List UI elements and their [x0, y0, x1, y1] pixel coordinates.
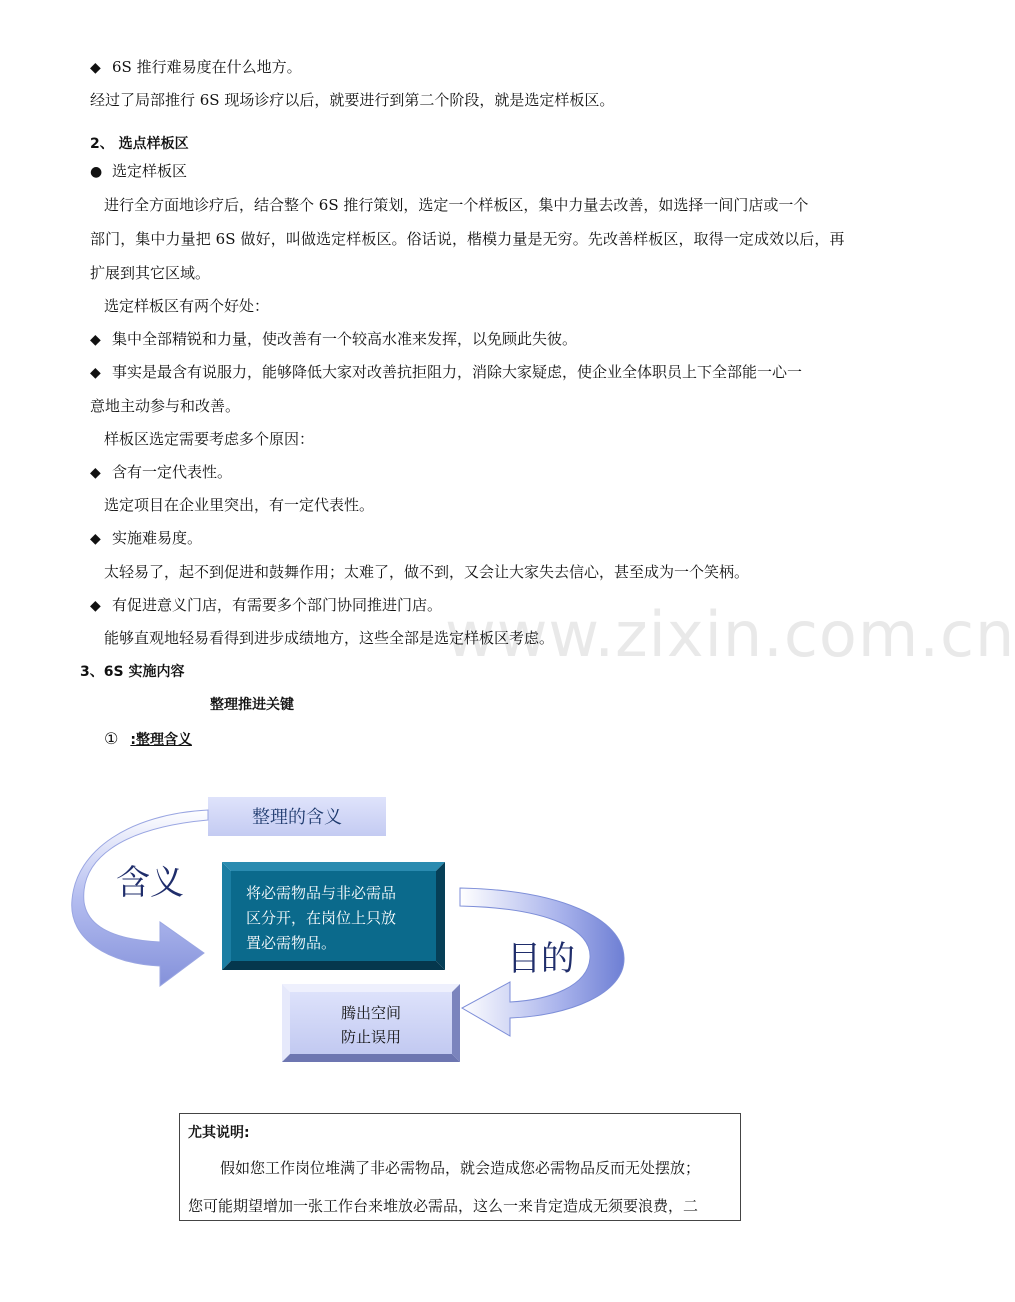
paragraph: 选定项目在企业里突出，有一定代表性。: [104, 496, 375, 514]
paragraph: 样板区选定需要考虑多个原因：: [104, 430, 315, 448]
diamond-bullet-icon: ◆: [90, 465, 101, 481]
dot-bullet-icon: ●: [90, 164, 103, 180]
diamond-bullet-icon: ◆: [90, 598, 101, 614]
paragraph: 经过了局部推行 6S 现场诊疗以后，就要进行到第二个阶段，就是选定样板区。: [90, 91, 615, 109]
circled-one-icon: ①: [104, 729, 119, 748]
paragraph: 选定样板区有两个好处：: [104, 297, 270, 315]
bullet-line: [90, 462, 232, 483]
bullet-line: [90, 528, 202, 549]
watermark: www.zixin.com.cn: [445, 598, 1015, 671]
diamond-bullet-icon: ◆: [90, 60, 101, 76]
section-heading: 3、6S 实施内容: [80, 664, 185, 680]
text: 6S 推行难易度在什么地方。: [112, 58, 302, 76]
right-label: 目的: [507, 939, 575, 979]
diagram-title: 整理的含义: [252, 807, 342, 828]
bullet-line: [90, 329, 577, 350]
bullet-line-difficulty: [90, 57, 302, 78]
paragraph-line: 意地主动参与和改善。: [90, 397, 241, 415]
special-note-box: [179, 1113, 741, 1221]
definition-line-2: 区分开，在岗位上只放: [246, 909, 397, 927]
text: 含有一定代表性。: [112, 463, 233, 481]
text: 事实是最含有说服力，能够降低大家对改善抗拒阻力，消除大家疑虑，使企业全体职员上下全部能一心一: [112, 363, 803, 381]
note-line-1: 假如您工作岗位堆满了非必需物品，就会造成您必需物品反而无处摆放；: [220, 1159, 701, 1177]
text: 有促进意义门店，有需要多个部门协同推进门店。: [112, 596, 443, 614]
paragraph-line: 部门，集中力量把 6S 做好，叫做选定样板区。俗话说，楷模力量是无穷。先改善样板区，取得一定成效以后，再: [90, 230, 845, 248]
paragraph-line: 扩展到其它区域。: [90, 264, 211, 282]
purpose-line-1: 腾出空间: [340, 1004, 402, 1022]
left-label: 含义: [116, 863, 184, 903]
purpose-line-2: 防止误用: [340, 1028, 402, 1046]
definition-line-3: 置必需物品。: [246, 934, 337, 952]
diamond-bullet-icon: ◆: [90, 365, 101, 381]
sub-sub-heading: [104, 729, 192, 750]
paragraph: 能够直观地轻易看得到进步成绩地方，这些全部是选定样板区考虑。: [104, 629, 555, 647]
note-heading: 尤其说明:: [188, 1125, 250, 1141]
bullet-line: [90, 362, 802, 383]
diamond-bullet-icon: ◆: [90, 332, 101, 348]
bullet-line: [90, 161, 187, 182]
sub-heading: 整理推进关键: [210, 697, 294, 713]
text: 实施难易度。: [112, 529, 203, 547]
text: :整理含义: [130, 732, 192, 748]
paragraph: 太轻易了，起不到促进和鼓舞作用；太难了，做不到，又会让大家失去信心，甚至成为一个笑柄。: [104, 563, 750, 581]
note-line-2: 您可能期望增加一张工作台来堆放必需品，这么一来肯定造成无须要浪费，二: [188, 1197, 699, 1215]
meaning-diagram: [80, 790, 640, 1070]
bullet-line: [90, 595, 442, 616]
diamond-bullet-icon: ◆: [90, 531, 101, 547]
definition-line-1: 将必需物品与非必需品: [246, 884, 397, 902]
text: 选定样板区: [112, 162, 188, 180]
section-heading: 2、 选点样板区: [90, 136, 189, 152]
paragraph-line: 进行全方面地诊疗后，结合整个 6S 推行策划，选定一个样板区，集中力量去改善，如选择一间门店或一个: [104, 196, 809, 214]
text: 集中全部精锐和力量，使改善有一个较高水准来发挥，以免顾此失彼。: [112, 330, 578, 348]
